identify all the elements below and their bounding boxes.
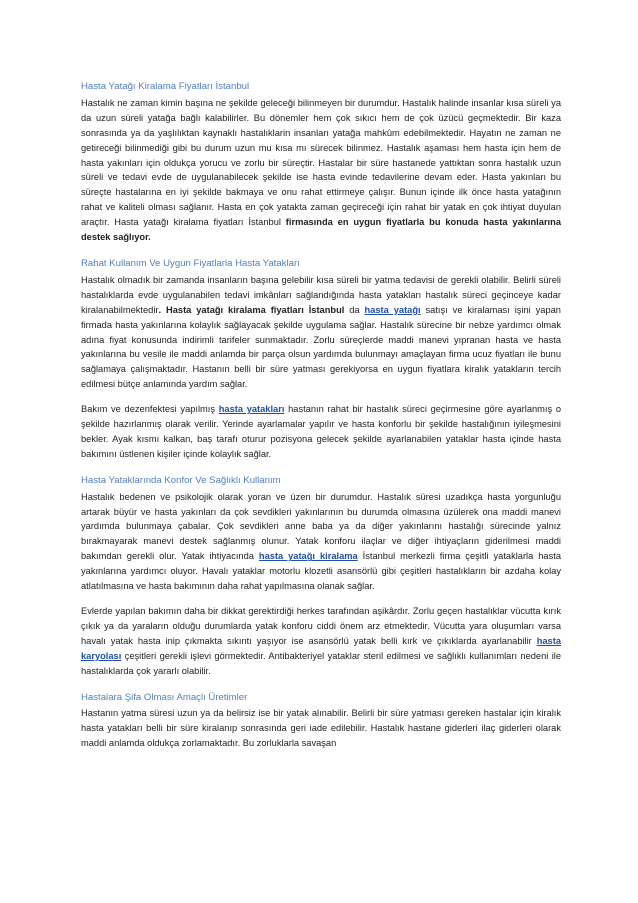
text: İstanbul merkezli firma çeşitli yataklarla hasta yakınlarına yardımcı oluyor. Havalı yataklar motorlu klozetli asansörlü gibi çeşitleri hastalıkların bir azdaha kolay atlatılmasına ve hasta bakımının daha rahat yapılmasına olanak sağlar. xyxy=(81,551,561,592)
text: Bakım ve dezenfektesi yapılmış xyxy=(81,404,219,415)
text: Hastanın yatma süresi uzun ya da belirsiz ise bir yatak alınabilir. Belirli bir süre yatması gereken hastalar için kiralık hasta yatakları belli bir süre kiralanıp sonrasında geri iade edilebilir. Hastalık hastane giderleri ilaç giderleri olarak maddi anlamda oldukça zorlamaktadır. Bu zorluklarla savaşan xyxy=(81,708,561,749)
text: çeşitleri gerekli işlevi görmektedir. Antibakteriyel yataklar steril edilmesi ve sağlıklı kullanımları nedeni ile hastalıklarda çok yararlı olabilir. xyxy=(81,650,561,676)
text: da xyxy=(344,304,365,315)
text: Hastalık bedenen ve psikolojik olarak yoran ve üzen bir durumdur. Hastalık süresi uzadıkça hasta yorgunluğu artarak büyür ve hasta yakınları da çok sevdikleri yakınlarının bu durumda olmasına üzülerek ona maddi manevi yardımda bulunmaya çabalar. Çok sevdikleri anne baba ya da diğer yakınlarını hastalığı sürecinde yalnız bırakmayarak manevi destek sağlanmış olunur. Yatak konforu ilaçlar ve diğer ihtiyaçların giderilmesi maddi bakımdan gerekli olur. Yatak ihtiyacında xyxy=(81,491,561,562)
paragraph-home-care xyxy=(81,604,561,679)
bold-text: firmasında en uygun fiyatlarla bu konuda hasta yakınlarına destek sağlıyor. xyxy=(81,217,561,243)
section-heading-healing: Hastalara Şifa Olması Amaçlı Üretimler xyxy=(81,691,248,703)
text: Hastalık ne zaman kimin başına ne şekilde geleceği bilinmeyen bir durumdur. Hastalık halinde insanlar kısa süreli ya da uzun süreli yatağa bağlı kalabilirler. Bu dönemler hem çok sıkıcı hem de çok üzücü geçmektedir. Bir kaza sonrasında ya da yaşlılıktan kaynaklı hastalıklarin insanları yatağa mahkûm edebilmektedir. Hayatın ne zaman ne getireceği bilinmediği gibi bu durum uzun mu kısa mı sürecek bilinmez. Hastalık aşaması hem hasta için hem de hasta yakınları için oldukça yorucu ve zorlu bir süreçtir. Hastalar bir süre hastanede yattıktan sonra hastalık uzun süreli ve tedavi evde de uygulanabilecek şekilde ise hasta evinde tedavilerine devam eder. Hasta yakınları bu süreçte hastalarına en iyi şekilde bakmaya ve onu rahat ettirmeye çalışır. Bunun içinde ilk önce hasta yatağının rahat ve kaliteli olması sağlanır. Hasta en çok yatakta zaman geçireceği için rahat bir yatak en çok ihtiyat duyulan araçtır. Hasta yatağı kiralama fiyatları İstanbul xyxy=(81,97,561,228)
text: Hastalık olmadık bir zamanda insanların başına gelebilir kısa süreli bir yatma tedavisi de gerekli olabilir. Belirli süreli hastalıklarda evde uygulanabilen tedavi imkânları sağlandığında hasta yatakları hastalık süreci geçinceye kadar kiralanabilmektedir xyxy=(81,274,561,315)
paragraph-healing xyxy=(81,706,561,751)
text: hastanın rahat bir hastalık süreci geçirmesine göre ayarlanmış o şekilde hazırlanmış olarak verilir. Yerinde ayarlamalar yapılır ve hasta konforlu bir şekilde hastalığının iyileşmesini bekler. Ayak kısmı kalkan, baş tarafı oturur pozisyona gelecek şekilde ayarlanabilen yataklar hasta içinde hasta bakımını üstlenen kişiler içinde kolaylık sağlar. xyxy=(81,404,561,459)
section-heading-rental-prices: Hasta Yatağı Kiralama Fiyatları İstanbul xyxy=(81,81,250,92)
paragraph-intro xyxy=(81,96,561,245)
paragraph-comfort-health xyxy=(81,490,561,594)
paragraph-comfortable-use xyxy=(81,273,561,392)
bold-text: . Hasta yatağı kiralama fiyatları İstanbul xyxy=(158,304,345,315)
link-hasta-yataklari[interactable]: hasta yatakları xyxy=(218,404,285,415)
paragraph-disinfected-beds xyxy=(81,402,561,462)
link-hasta-karyolasi[interactable]: hasta karyolası xyxy=(81,635,561,661)
section-heading-comfort-health: Hasta Yataklarında Konfor Ve Sağlıklı Kullanım xyxy=(81,474,281,486)
document-page xyxy=(81,80,561,751)
link-hasta-yatagi-kiralama[interactable]: hasta yatağı kiralama xyxy=(258,551,358,562)
section-heading-comfortable-use: Rahat Kullanım Ve Uygun Fiyatlarla Hasta Yatakları xyxy=(81,257,300,269)
text: Evlerde yapılan bakımın daha bir dikkat gerektirdiği herkes tarafından aşikârdır. Zorlu geçen hastalıklar vücutta kırık çıkık ya da yaraların olduğu durumlarda yatak konforu ciddi önem arz etmektedir. Vücutta yara oluşumları varsa havalı yatak hasta inip çıkmakta sıkıntı yaşıyor ise asansörlü yatak belli kırk ve çıkıklarda ayarlanabilir xyxy=(81,606,561,646)
link-hasta-yatagi[interactable]: hasta yatağı xyxy=(364,304,421,315)
text: satışı ve kiralaması işini yapan firmada hasta yakınlarına kolaylık sağlayacak şekilde uygulama sağlar. Hastalık sürecine bir nebze yardımcı olmak adına fiyat konusunda indirimli tarifeler sunmaktadır. Zorlu süreçlerde maddi manevi yıpranan hasta ve hasta yakınlarına bu vesile ile maddi anlamda bir parça olsun yardımda bulunmayı amaçlayan firma ucuz fiyatları ile bunu sağlamaya çalışmaktadır. Hastanın belli bir süre yatması gerekiyorsa en uygun fiyatlara kiralık yatakların tercih edilmesi bütçe anlamında yardım sağlar. xyxy=(81,304,561,390)
